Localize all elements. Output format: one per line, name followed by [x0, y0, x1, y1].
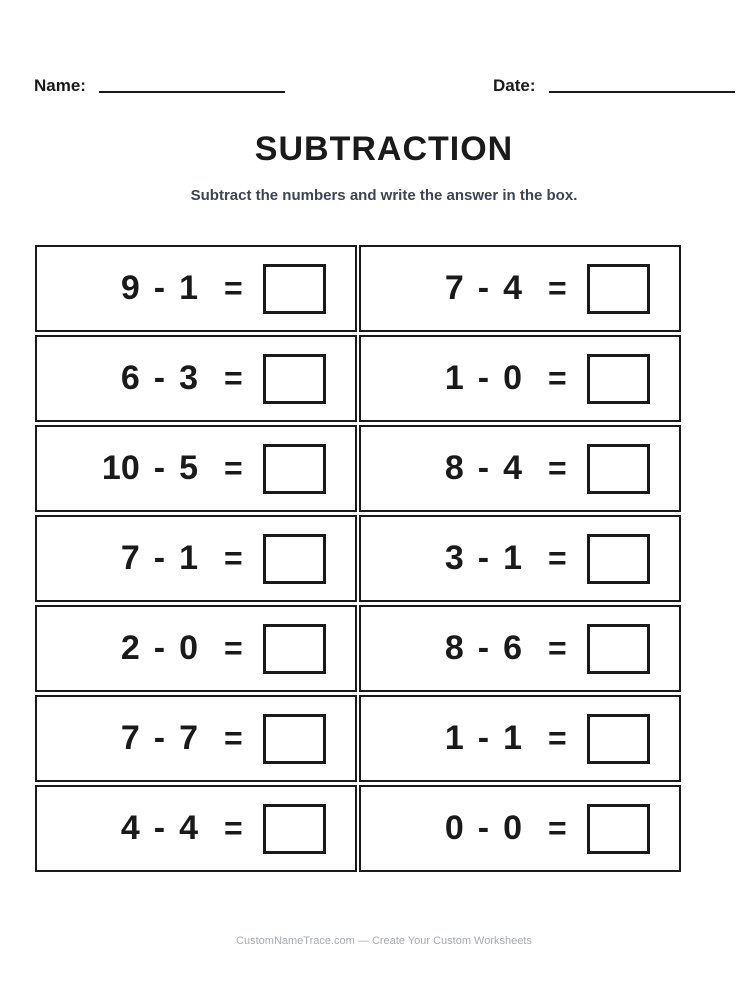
date-label: Date: [493, 76, 536, 95]
equals-sign: = [548, 270, 567, 306]
name-line[interactable] [99, 91, 285, 93]
instructions: Subtract the numbers and write the answer in the box. [190, 187, 578, 204]
minus-sign: - [153, 449, 166, 487]
problem-cell [359, 425, 681, 512]
subtrahend: 1 [503, 719, 522, 757]
answer-box[interactable] [587, 264, 650, 314]
answer-box[interactable] [587, 354, 650, 404]
equals-sign: = [224, 720, 243, 756]
minuend: 7 [120, 539, 140, 577]
problem-expression [445, 337, 522, 420]
subtrahend: 0 [503, 359, 522, 397]
problem-expression [445, 787, 522, 870]
answer-box[interactable] [587, 444, 650, 494]
header-row [34, 76, 738, 98]
equals-sign: = [224, 630, 243, 666]
answer-box[interactable] [263, 534, 326, 584]
minus-sign: - [477, 269, 490, 307]
problem-cell [359, 335, 681, 422]
subtrahend: 6 [503, 629, 522, 667]
subtrahend: 1 [179, 269, 198, 307]
minuend: 4 [120, 809, 140, 847]
minuend: 9 [120, 269, 140, 307]
equals-sign: = [224, 360, 243, 396]
answer-box[interactable] [263, 714, 326, 764]
problem-cell [35, 335, 357, 422]
problem-expression [121, 337, 198, 420]
answer-box[interactable] [587, 804, 650, 854]
subtrahend: 1 [179, 539, 198, 577]
equals-sign: = [224, 810, 243, 846]
problem-expression [445, 427, 522, 510]
equals-sign: = [224, 270, 243, 306]
minuend: 2 [120, 629, 140, 667]
problem-expression [121, 787, 198, 870]
subtrahend: 7 [179, 719, 198, 757]
minuend: 1 [444, 719, 464, 757]
minuend: 3 [444, 539, 464, 577]
subtrahend: 1 [503, 539, 522, 577]
minus-sign: - [153, 629, 166, 667]
equals-sign: = [548, 810, 567, 846]
problem-cell [35, 605, 357, 692]
worksheet-title: SUBTRACTION [254, 130, 514, 168]
subtrahend: 4 [503, 449, 522, 487]
footer: CustomNameTrace.com — Create Your Custom Worksheets [236, 935, 532, 947]
name-field [34, 76, 285, 96]
equals-sign: = [548, 540, 567, 576]
subtrahend: 3 [179, 359, 198, 397]
answer-box[interactable] [263, 444, 326, 494]
minus-sign: - [153, 269, 166, 307]
minus-sign: - [153, 359, 166, 397]
answer-box[interactable] [263, 354, 326, 404]
problem-cell [359, 695, 681, 782]
answer-box[interactable] [587, 624, 650, 674]
problem-cell [35, 425, 357, 512]
problem-cell [359, 245, 681, 332]
minus-sign: - [153, 809, 166, 847]
date-line[interactable] [549, 91, 735, 93]
problem-cell [35, 785, 357, 872]
minuend: 1 [444, 359, 464, 397]
minus-sign: - [153, 539, 166, 577]
problem-grid [35, 245, 682, 874]
equals-sign: = [224, 450, 243, 486]
problem-expression [121, 697, 198, 780]
minus-sign: - [477, 719, 490, 757]
problem-cell [35, 515, 357, 602]
date-field [493, 76, 735, 96]
minus-sign: - [477, 359, 490, 397]
problem-cell [35, 695, 357, 782]
problem-cell [359, 605, 681, 692]
name-label: Name: [34, 76, 86, 95]
minuend: 0 [444, 809, 464, 847]
subtrahend: 0 [503, 809, 522, 847]
minus-sign: - [477, 809, 490, 847]
problem-expression [445, 697, 522, 780]
minuend: 10 [101, 449, 140, 487]
subtrahend: 5 [179, 449, 198, 487]
minuend: 7 [444, 269, 464, 307]
answer-box[interactable] [263, 624, 326, 674]
minuend: 7 [120, 719, 140, 757]
problem-expression [445, 517, 522, 600]
problem-cell [359, 515, 681, 602]
equals-sign: = [548, 630, 567, 666]
subtrahend: 0 [179, 629, 198, 667]
answer-box[interactable] [587, 714, 650, 764]
subtrahend: 4 [179, 809, 198, 847]
answer-box[interactable] [587, 534, 650, 584]
minus-sign: - [477, 539, 490, 577]
minus-sign: - [477, 629, 490, 667]
problem-expression [102, 427, 198, 510]
minuend: 8 [444, 449, 464, 487]
problem-expression [121, 517, 198, 600]
minuend: 8 [444, 629, 464, 667]
answer-box[interactable] [263, 264, 326, 314]
problem-expression [445, 607, 522, 690]
equals-sign: = [224, 540, 243, 576]
subtrahend: 4 [503, 269, 522, 307]
equals-sign: = [548, 450, 567, 486]
problem-expression [445, 247, 522, 330]
problem-expression [121, 607, 198, 690]
equals-sign: = [548, 360, 567, 396]
problem-cell [35, 245, 357, 332]
problem-cell [359, 785, 681, 872]
minus-sign: - [477, 449, 490, 487]
problem-expression [121, 247, 198, 330]
equals-sign: = [548, 720, 567, 756]
minuend: 6 [120, 359, 140, 397]
answer-box[interactable] [263, 804, 326, 854]
minus-sign: - [153, 719, 166, 757]
